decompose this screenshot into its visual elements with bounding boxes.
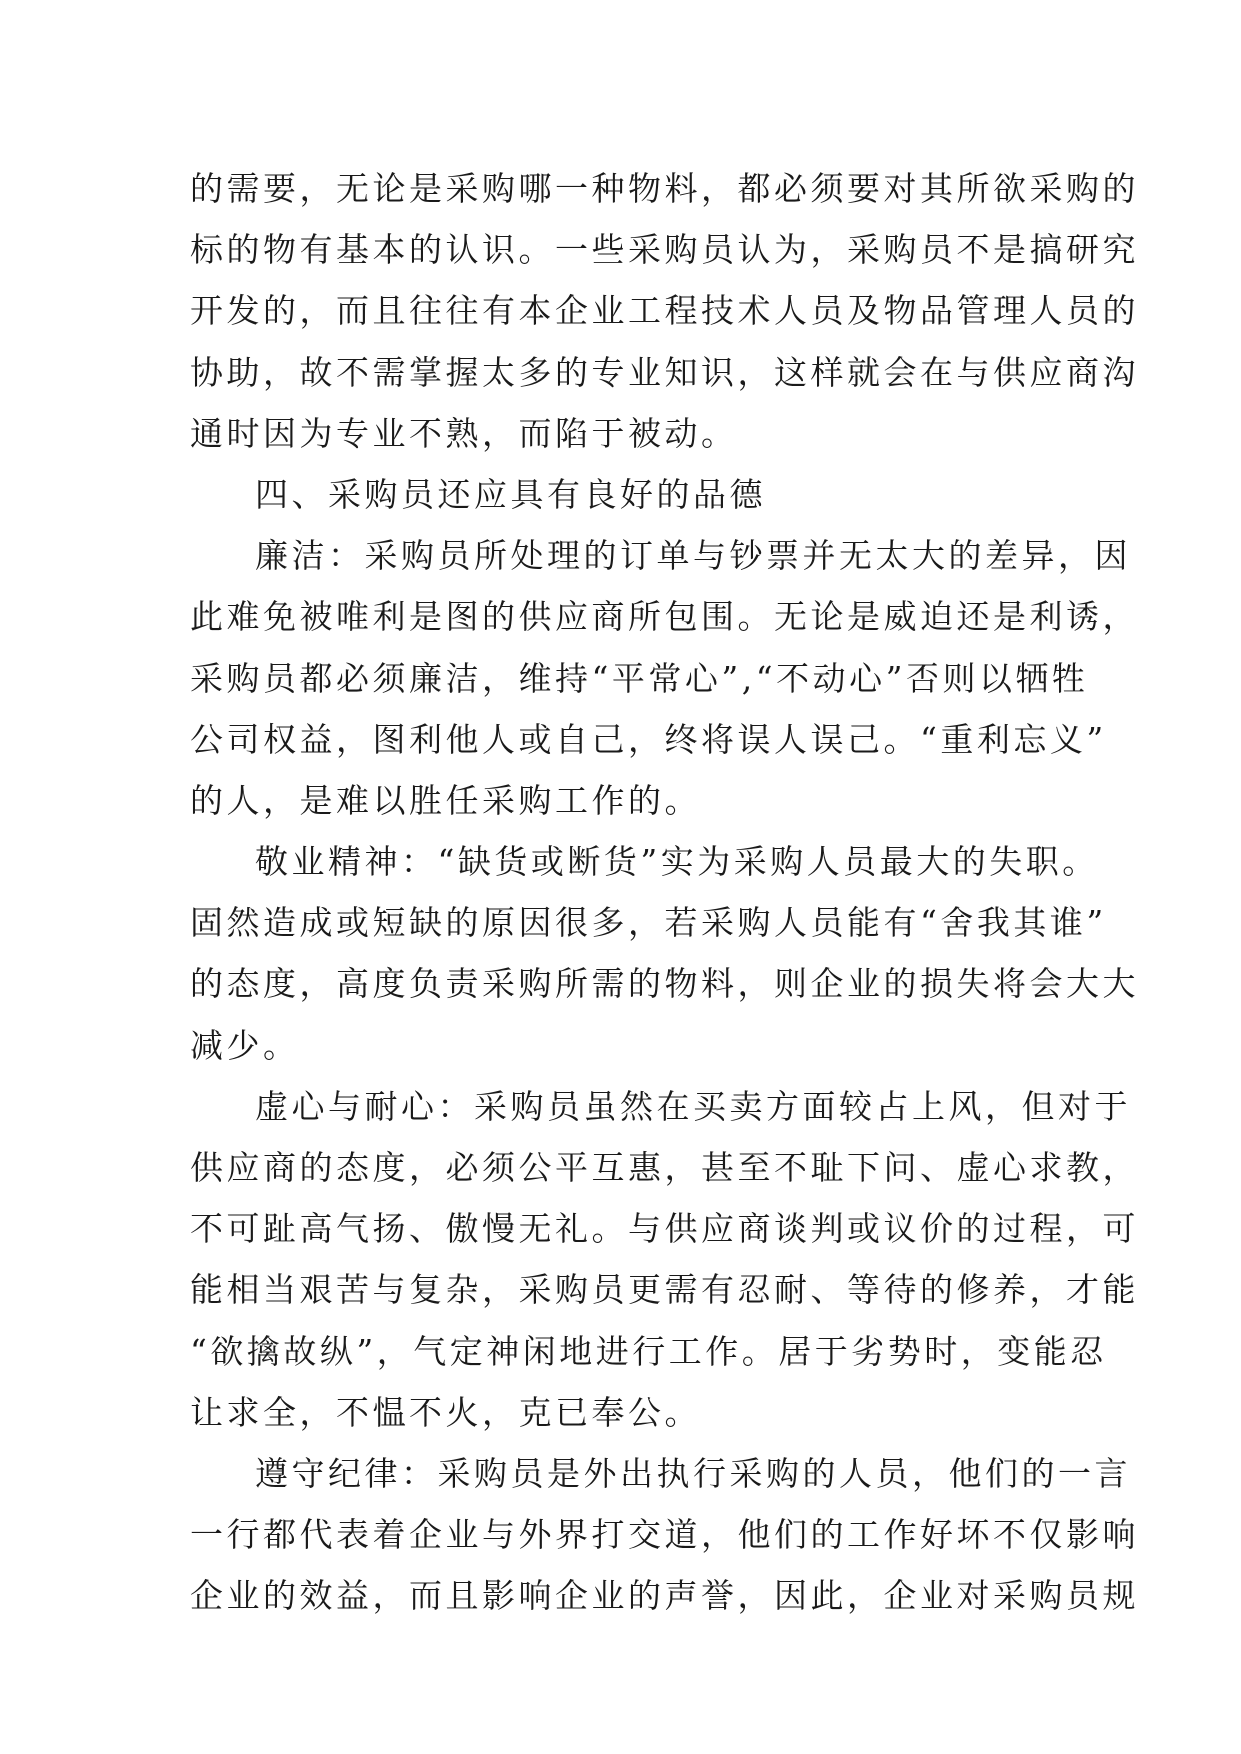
text-line: 采购员都必须廉洁，维持“平常心”,“不动心”否则以牺牲: [190, 658, 1089, 698]
text-line: 企业的效益，而且影响企业的声誉，因此，企业对采购员规: [190, 1576, 1139, 1616]
text-line: 不可趾高气扬、傲慢无礼。与供应商谈判或议价的过程，可: [190, 1209, 1139, 1249]
text-line: 供应商的态度，必须公平互惠，甚至不耻下问、虚心求教，: [190, 1148, 1139, 1187]
section-heading: 四、采购员还应具有良好的品德: [255, 474, 766, 514]
text-line: 的态度，高度负责采购所需的物料，则企业的损失将会大大: [190, 964, 1139, 1004]
text-line: 能相当艰苦与复杂，采购员更需有忍耐、等待的修养，才能: [190, 1270, 1139, 1310]
text-line: 公司权益，图利他人或自己，终将误人误己。“重利忘义”: [190, 719, 1107, 759]
text-line: “欲擒故纵”，气定神闲地进行工作。居于劣势时，变能忍: [190, 1331, 1107, 1371]
text-line: 遵守纪律：采购员是外出执行采购的人员，他们的一言: [255, 1453, 1131, 1493]
text-line: 的需要，无论是采购哪一种物料，都必须要对其所欲采购的: [190, 169, 1139, 208]
text-line: 让求全，不愠不火，克已奉公。: [190, 1392, 701, 1432]
text-line: 固然造成或短缺的原因很多，若采购人员能有“舍我其谁”: [190, 903, 1107, 943]
text-line: 一行都代表着企业与外界打交道，他们的工作好坏不仅影响: [190, 1515, 1139, 1555]
body-text: [190, 158, 1139, 1627]
text-line: 减少。: [190, 1025, 300, 1065]
text-line: 敬业精神：“缺货或断货”实为采购人员最大的失职。: [255, 842, 1099, 882]
text-line: 协助，故不需掌握太多的专业知识，这样就会在与供应商沟: [190, 352, 1139, 392]
text-line: 开发的，而且往往有本企业工程技术人员及物品管理人员的: [190, 291, 1139, 331]
text-line: 标的物有基本的认识。一些采购员认为，采购员不是搞研究: [190, 230, 1139, 270]
text-line: 的人，是难以胜任采购工作的。: [190, 780, 701, 820]
text-line: 虚心与耐心：采购员虽然在买卖方面较占上风，但对于: [255, 1086, 1131, 1126]
text-line: 此难免被唯利是图的供应商所包围。无论是威迫还是利诱，: [190, 597, 1139, 637]
text-line: 廉洁：采购员所处理的订单与钞票并无太大的差异，因: [255, 536, 1131, 576]
text-line: 通时因为专业不熟，而陷于被动。: [190, 413, 738, 453]
